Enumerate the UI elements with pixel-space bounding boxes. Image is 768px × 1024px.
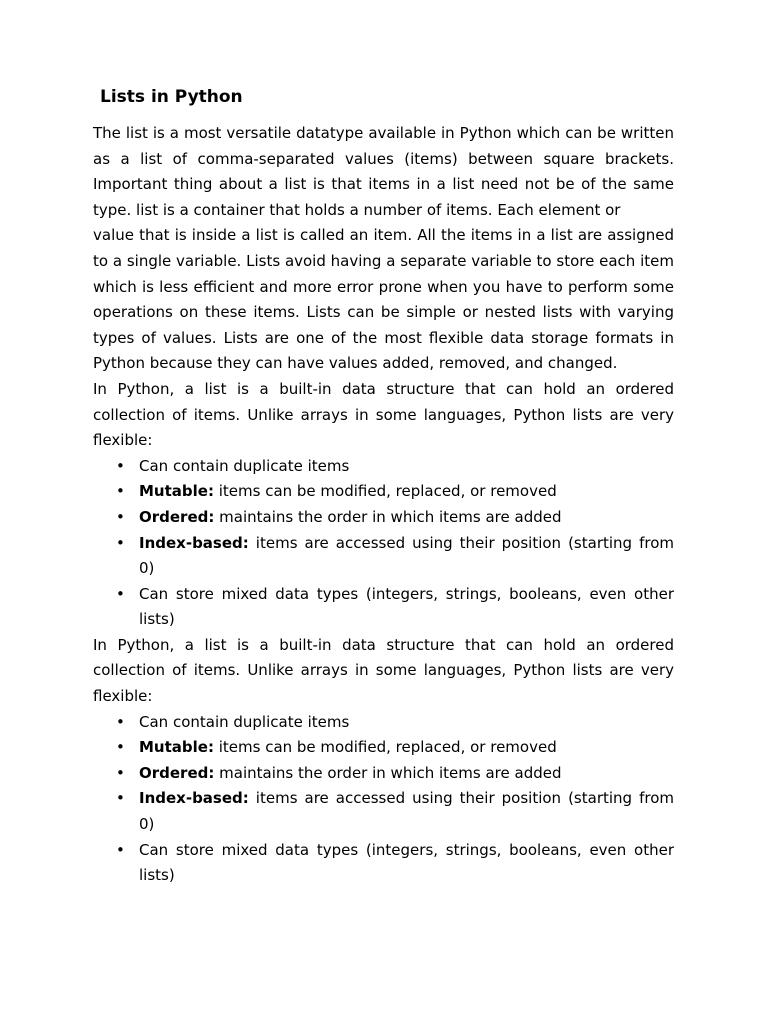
list-item-term: Ordered: — [139, 507, 215, 526]
document-body — [93, 121, 674, 889]
feature-list — [93, 454, 674, 633]
list-item — [116, 710, 674, 736]
document-title: Lists in Python — [100, 87, 243, 107]
list-item-text: maintains the order in which items are added — [214, 763, 562, 782]
list-item — [116, 479, 674, 505]
bullet-icon: • — [116, 712, 125, 731]
list-item-text: Can contain duplicate items — [139, 456, 350, 475]
intro-paragraph-2: value that is inside a list is called an item. All the items in a list are assigned to a single variable. Lists avoid having a separate variable to store each item which is less efficient and more error prone when you have to perform some operations on these items. Lists can be simple or nested lists with varying types of values. Lists are one of the most flexible data storage formats in Python because they can have values added, removed, and changed. — [93, 226, 674, 373]
list-item — [116, 582, 674, 633]
section-paragraph: In Python, a list is a built-in data structure that can hold an ordered collection of items. Unlike arrays in some languages, Python lists are very flexible: — [93, 635, 674, 706]
list-item-text: items are accessed using their position (starting from 0) — [139, 533, 674, 578]
list-item-term: Mutable: — [139, 482, 214, 501]
list-item — [116, 735, 674, 761]
list-item-term: Index-based: — [139, 533, 249, 552]
document-page — [93, 84, 674, 889]
list-item-text: maintains the order in which items are added — [214, 507, 562, 526]
intro-paragraph-1: The list is a most versatile datatype available in Python which can be written as a list of comma-separated values (items) between square brackets. Important thing about a list is that items in a list need not be of the same type. list is a container that holds a number of items. Each element or — [93, 124, 674, 219]
bullet-icon: • — [116, 763, 125, 782]
list-item — [116, 786, 674, 837]
bullet-icon: • — [116, 482, 125, 501]
list-item-term: Mutable: — [139, 738, 214, 757]
bullet-icon: • — [116, 584, 125, 603]
list-item — [116, 454, 674, 480]
bullet-icon: • — [116, 456, 125, 475]
bullet-icon: • — [116, 840, 125, 859]
list-item-text: items can be modified, replaced, or removed — [213, 738, 557, 757]
list-item-text: items are accessed using their position (starting from 0) — [139, 789, 674, 834]
list-item-text: Can store mixed data types (integers, strings, booleans, even other lists) — [139, 584, 674, 629]
list-item-term: Ordered: — [139, 763, 215, 782]
list-item-text: Can store mixed data types (integers, strings, booleans, even other lists) — [139, 840, 674, 885]
list-item — [116, 761, 674, 787]
bullet-icon: • — [116, 789, 125, 808]
list-item — [116, 531, 674, 582]
section-paragraph: In Python, a list is a built-in data structure that can hold an ordered collection of items. Unlike arrays in some languages, Python lists are very flexible: — [93, 379, 674, 450]
bullet-icon: • — [116, 533, 125, 552]
feature-list — [93, 710, 674, 889]
list-item-text: items can be modified, replaced, or removed — [213, 482, 557, 501]
list-item — [116, 505, 674, 531]
list-item-text: Can contain duplicate items — [139, 712, 350, 731]
list-item — [116, 838, 674, 889]
bullet-icon: • — [116, 507, 125, 526]
list-item-term: Index-based: — [139, 789, 249, 808]
bullet-icon: • — [116, 738, 125, 757]
